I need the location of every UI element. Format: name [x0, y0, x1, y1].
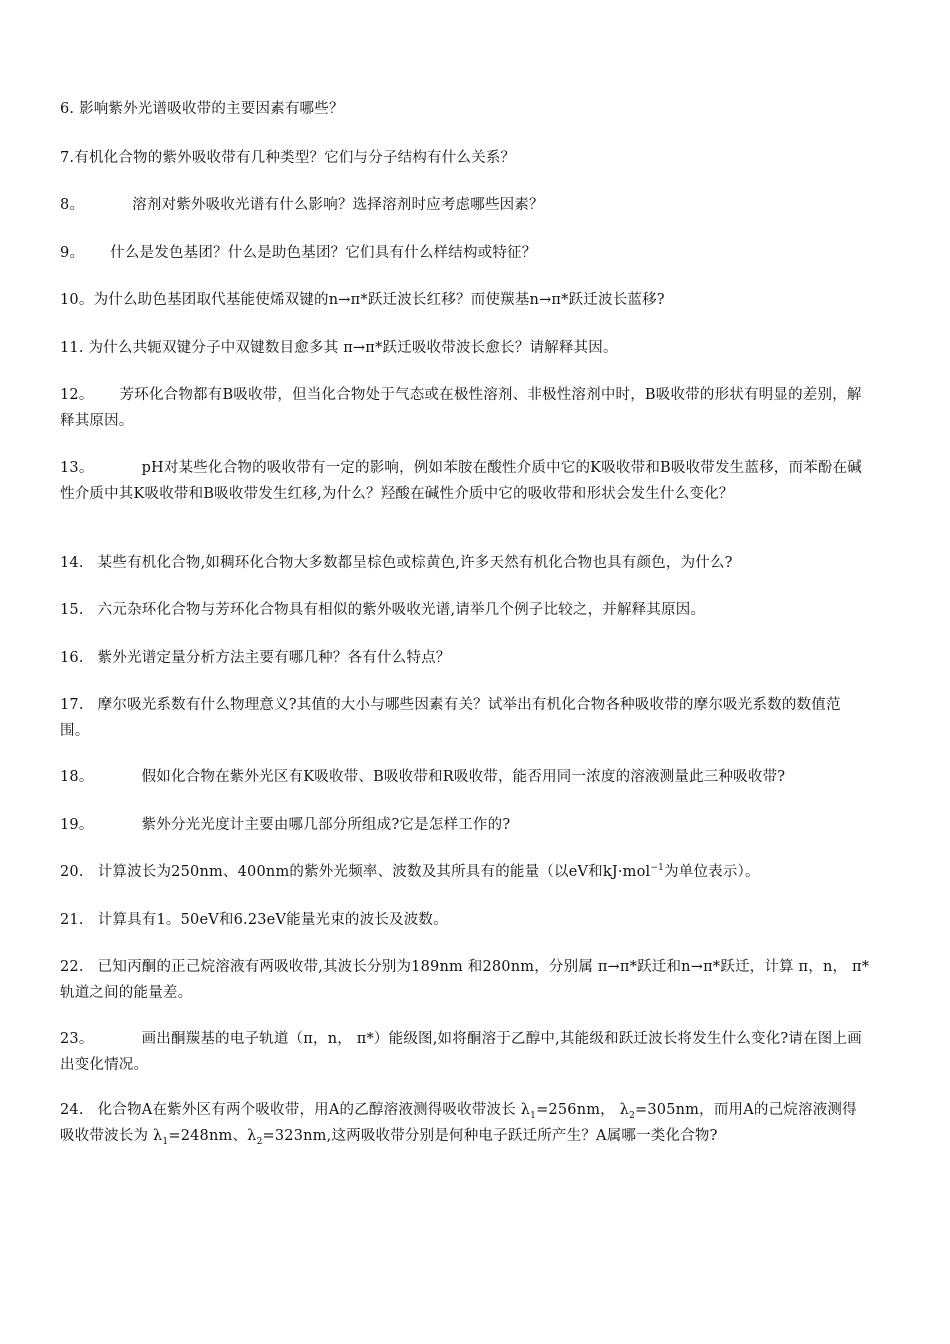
question-text: 紫外光谱定量分析方法主要有哪几种？各有什么特点？ — [97, 650, 451, 666]
question-number: 16. — [60, 650, 84, 666]
question-number: 18。 — [60, 769, 94, 785]
question-15 — [60, 597, 870, 623]
question-number: 20. — [60, 864, 84, 880]
question-number: 22. — [60, 959, 84, 975]
question-22 — [60, 954, 870, 1006]
question-8 — [60, 192, 870, 218]
question-9 — [60, 240, 870, 266]
question-text: 芳环化合物都有B吸收带，但当化合物处于气态或在极性溶剂、非极性溶剂中时，B吸收带的形状有明显的差别，解释其原因。 — [60, 387, 862, 429]
question-text-part: 为单位表示）。 — [664, 864, 760, 880]
question-number: 7. — [60, 150, 75, 166]
subscript: 1 — [530, 1110, 537, 1121]
question-24 — [60, 1097, 870, 1149]
question-text: 摩尔吸光系数有什么物理意义?其值的大小与哪些因素有关？试举出有机化合物各种吸收带的摩尔吸光系数的数值范围。 — [60, 697, 841, 739]
question-text: 已知丙酮的正己烷溶液有两吸收带,其波长分别为189nm 和280nm，分别属 π→π*跃迁和n→π*跃迁，计算 π，n， π* 轨道之间的能量差。 — [60, 959, 870, 1001]
question-number: 6. — [60, 101, 75, 117]
question-10 — [60, 287, 870, 313]
question-number: 21. — [60, 912, 84, 928]
question-text: 紫外分光光度计主要由哪几部分所组成?它是怎样工作的? — [141, 817, 511, 833]
question-7 — [60, 145, 870, 171]
question-6 — [60, 96, 870, 122]
question-number: 12。 — [60, 387, 94, 403]
superscript: −1 — [650, 863, 665, 874]
question-16 — [60, 645, 870, 671]
question-12 — [60, 382, 870, 434]
question-text: 什么是发色基团？什么是助色基团？它们具有什么样结构或特征？ — [110, 245, 537, 261]
question-text: 为什么共轭双键分子中双键数目愈多其 π→π*跃迁吸收带波长愈长？请解释其因。 — [88, 340, 618, 356]
question-number: 19。 — [60, 817, 94, 833]
question-number: 8。 — [60, 197, 85, 213]
question-text-part: =248nm、λ — [168, 1128, 257, 1144]
question-14 — [60, 550, 870, 576]
question-number: 23。 — [60, 1031, 94, 1047]
question-text: 某些有机化合物,如稠环化合物大多数都呈棕色或棕黄色,许多天然有机化合物也具有颜色，为什么? — [97, 555, 733, 571]
question-number: 9。 — [60, 245, 85, 261]
question-text: 有机化合物的紫外吸收带有几种类型？它们与分子结构有什么关系？ — [74, 150, 516, 166]
question-text: 六元杂环化合物与芳环化合物具有相似的紫外吸收光谱,请举几个例子比较之，并解释其原因。 — [97, 602, 706, 618]
question-11 — [60, 335, 870, 361]
question-number: 24. — [60, 1102, 84, 1118]
question-13 — [60, 455, 870, 507]
subscript: 1 — [162, 1136, 169, 1147]
subscript: 2 — [256, 1136, 263, 1147]
question-text: 计算具有1。50eV和6.23eV能量光束的波长及波数。 — [97, 912, 448, 928]
question-17 — [60, 692, 870, 744]
question-19 — [60, 812, 870, 838]
question-text: 溶剂对紫外吸收光谱有什么影响？选择溶剂时应考虑哪些因素？ — [132, 197, 544, 213]
question-number: 11. — [60, 340, 84, 356]
question-text: 假如化合物在紫外光区有K吸收带、B吸收带和R吸收带，能否用同一浓度的溶液测量此三种吸收带? — [141, 769, 786, 785]
question-number: 17. — [60, 697, 84, 713]
question-23 — [60, 1026, 870, 1078]
question-21 — [60, 907, 870, 933]
question-text-part: =256nm， λ — [536, 1102, 630, 1118]
question-number: 13。 — [60, 460, 94, 476]
question-text-part: 化合物A在紫外区有两个吸收带，用A的乙醇溶液测得吸收带波长 λ — [97, 1102, 531, 1118]
question-number: 15. — [60, 602, 84, 618]
question-text-part: 计算波长为250nm、400nm的紫外光频率、波数及其所具有的能量（以eV和kJ·mol — [97, 864, 651, 880]
question-text-part: =323nm,这两吸收带分别是何种电子跃迁所产生？A属哪一类化合物? — [262, 1128, 718, 1144]
question-18 — [60, 764, 870, 790]
question-text: 为什么助色基团取代基能使烯双键的n→π*跃迁波长红移？而使羰基n→π*跃迁波长蓝移? — [93, 292, 665, 308]
question-20 — [60, 859, 870, 885]
subscript: 2 — [629, 1110, 636, 1121]
question-text: 影响紫外光谱吸收带的主要因素有哪些？ — [79, 101, 344, 117]
question-number: 10。 — [60, 292, 94, 308]
question-number: 14. — [60, 555, 84, 571]
question-text: pH对某些化合物的吸收带有一定的影响，例如苯胺在酸性介质中它的K吸收带和B吸收带发生蓝移，而苯酚在碱性介质中其K吸收带和B吸收带发生红移,为什么？羟酸在碱性介质中它的吸收带和形状会发生什么变化？ — [60, 460, 862, 502]
question-text: 画出酮羰基的电子轨道（π，n， π*）能级图,如将酮溶于乙醇中,其能级和跃迁波长将发生什么变化?请在图上画出变化情况。 — [60, 1031, 862, 1073]
question-text-part: =305nm，而用A的己烷溶液测得吸收带波长为 λ — [60, 1102, 857, 1144]
